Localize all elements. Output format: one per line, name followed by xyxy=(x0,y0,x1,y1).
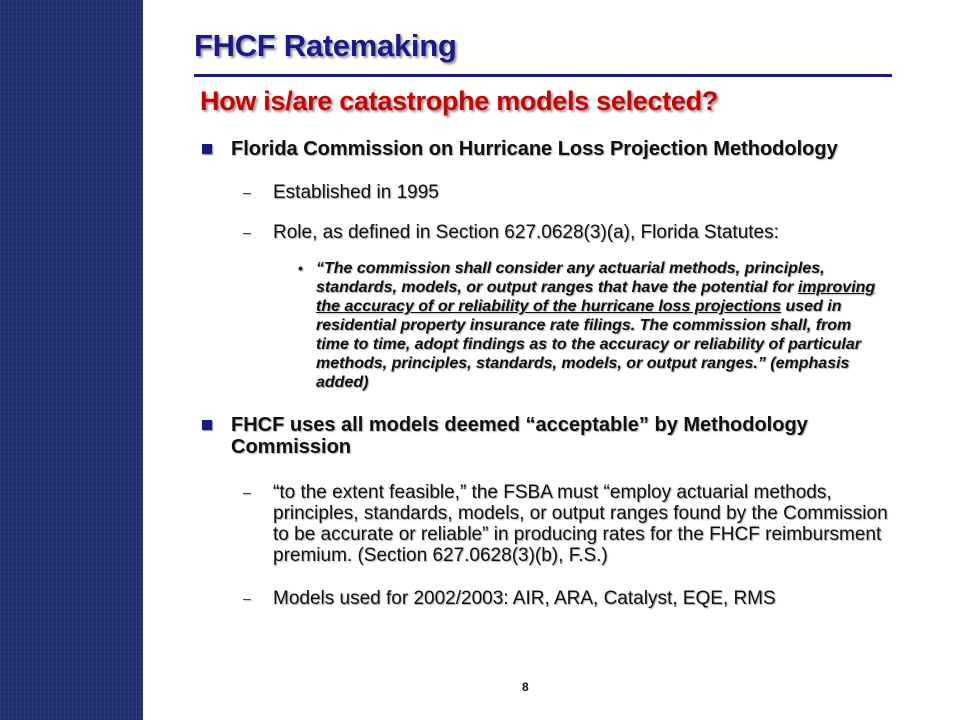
sub-bullet-feasible xyxy=(200,482,890,566)
page-number: 8 xyxy=(522,680,529,694)
dash-bullet-icon: – xyxy=(243,484,251,500)
dash-bullet-icon: – xyxy=(243,184,251,200)
bullet-text: Florida Commission on Hurricane Loss Projection Methodology xyxy=(231,138,838,160)
dash-bullet-icon: – xyxy=(243,224,251,240)
sub-bullet-text: “to the extent feasible,” the FSBA must “employ actuarial methods, principles, standards, models, or output ranges found by the Commission to be accurate or reliable” in producing rates for the FHCF reimbursment premium. (Section 627.0628(3)(b), F.S.) xyxy=(273,482,888,566)
dot-bullet-icon: • xyxy=(298,260,303,276)
bullet-methodology-commission xyxy=(200,138,890,160)
square-bullet-icon xyxy=(202,420,212,430)
sub-bullet-text: Models used for 2002/2003: AIR, ARA, Catalyst, EQE, RMS xyxy=(273,588,776,609)
quote-emphasis: improving the accuracy of or reliability of the hurricane loss projections xyxy=(316,279,876,315)
slide-body xyxy=(200,138,890,609)
square-bullet-icon xyxy=(202,144,212,154)
statute-quote xyxy=(200,259,890,392)
title-underline-rule xyxy=(194,74,892,77)
sub-bullet-text: Established in 1995 xyxy=(273,182,439,203)
slide-title: FHCF Ratemaking xyxy=(194,28,457,63)
left-sidebar-band xyxy=(0,0,143,720)
bullet-text: FHCF uses all models deemed “acceptable” by Methodology Commission xyxy=(231,414,808,458)
dash-bullet-icon: – xyxy=(243,590,251,606)
bullet-fhcf-models xyxy=(200,414,890,458)
sub-bullet-role xyxy=(200,222,890,243)
sub-bullet-established xyxy=(200,182,890,203)
slide-subtitle: How is/are catastrophe models selected? xyxy=(200,86,718,116)
sub-bullet-text: Role, as defined in Section 627.0628(3)(a), Florida Statutes: xyxy=(273,222,779,243)
sub-bullet-models-used xyxy=(200,588,890,609)
quote-text-part1: “The commission shall consider any actuarial methods, principles, standards, models, or output ranges that have the potential for xyxy=(316,260,825,296)
quote-text-part2: used in residential property insurance rate filings. The commission shall, from time to time, adopt findings as to the accuracy or reliability of particular methods, principles, standards, models, or output ranges.” (emphasis added) xyxy=(316,298,861,391)
